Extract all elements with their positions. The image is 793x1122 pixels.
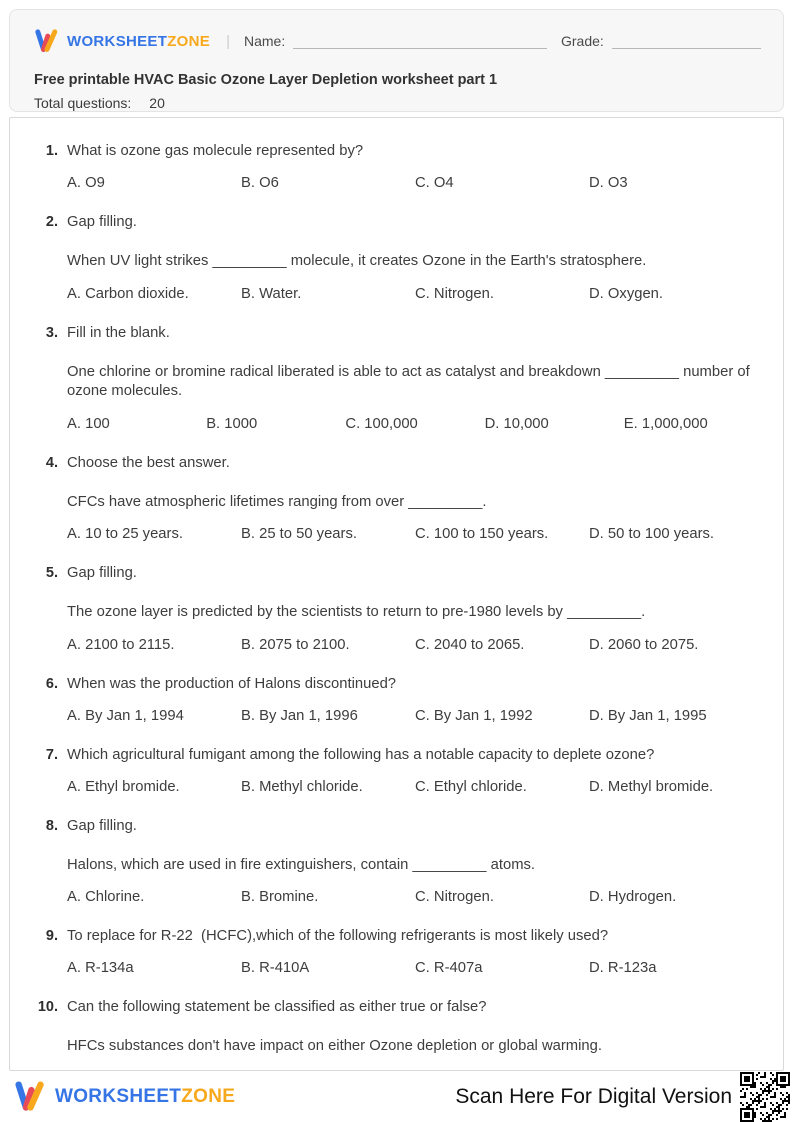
answer-option[interactable]: C. 100,000: [345, 415, 418, 432]
question-number: 8.: [45, 817, 58, 834]
qr-code: [740, 1072, 790, 1122]
answer-option[interactable]: D. 2060 to 2075.: [589, 636, 699, 653]
question-number: 4.: [45, 454, 58, 471]
question-body: Halons, which are used in fire extinguishers, contain _________ atoms.: [67, 856, 536, 873]
total-questions-row: [34, 95, 761, 111]
grade-label: Grade:: [561, 33, 604, 49]
answer-option[interactable]: C. R-407a: [415, 960, 483, 976]
question-head: [32, 142, 763, 161]
answer-options: [67, 285, 763, 304]
brand-word-worksheet: WORKSHEET: [67, 32, 168, 50]
question-body: The ozone layer is predicted by the scientists to return to pre-1980 levels by _________.: [67, 604, 646, 620]
answer-option[interactable]: B. 1000: [206, 415, 258, 432]
answer-option[interactable]: C. Nitrogen.: [415, 889, 494, 905]
name-blank-line[interactable]: [293, 34, 547, 49]
question-title: Gap filling.: [67, 565, 137, 581]
answer-option[interactable]: B. 25 to 50 years.: [241, 526, 357, 542]
answer-options: [67, 636, 763, 655]
answer-option[interactable]: C. By Jan 1, 1992: [415, 707, 533, 724]
question-head: [32, 746, 763, 765]
brand-wordmark: [67, 33, 210, 50]
grade-blank-line[interactable]: [612, 34, 761, 49]
header-card: [9, 9, 784, 112]
question-number: 1.: [45, 143, 58, 159]
question-head: [32, 927, 763, 946]
brand-word-zone: ZONE: [181, 1085, 236, 1107]
answer-options: [67, 707, 763, 726]
answer-option[interactable]: A. Chlorine.: [67, 889, 145, 905]
answer-option[interactable]: D. Methyl bromide.: [589, 778, 714, 795]
answer-options: [67, 959, 763, 978]
answer-option[interactable]: E. 1,000,000: [623, 415, 708, 432]
question-body: CFCs have atmospheric lifetimes ranging from over _________.: [67, 493, 487, 510]
footer: [0, 1071, 793, 1122]
answer-option[interactable]: C. Ethyl chloride.: [415, 778, 527, 795]
question-body: When UV light strikes _________ molecule, it creates Ozone in the Earth's stratosphere.: [67, 253, 647, 269]
answer-option[interactable]: A. R-134a: [67, 960, 134, 976]
question-head: [32, 998, 763, 1017]
question-number: 9.: [45, 928, 58, 944]
answer-option[interactable]: D. By Jan 1, 1995: [589, 707, 707, 724]
question-head: [32, 454, 763, 473]
question-title: Choose the best answer.: [67, 454, 230, 471]
question-3: [32, 324, 763, 434]
question-title: Which agricultural fumigant among the following has a notable capacity to deplete ozone?: [67, 746, 655, 763]
header-divider: |: [226, 32, 230, 50]
answer-option[interactable]: D. Hydrogen.: [589, 889, 677, 905]
answer-option[interactable]: A. Carbon dioxide.: [67, 285, 189, 302]
answer-option[interactable]: A. 2100 to 2115.: [67, 636, 175, 653]
answer-options: [67, 174, 763, 193]
question-head: [32, 675, 763, 694]
question-number: 5.: [45, 565, 58, 581]
answer-option[interactable]: A. O9: [67, 175, 105, 191]
question-head: [32, 213, 763, 232]
question-title: What is ozone gas molecule represented by?: [67, 143, 364, 159]
question-title: Can the following statement be classified as either true or false?: [67, 999, 487, 1015]
question-number: 10.: [37, 999, 58, 1015]
answer-option[interactable]: C. 2040 to 2065.: [415, 636, 525, 653]
question-number: 3.: [45, 324, 58, 341]
questions-box: [9, 117, 784, 1071]
question-2: [32, 213, 763, 304]
brand-word-worksheet: WORKSHEET: [55, 1085, 182, 1107]
question-title: Gap filling.: [67, 214, 137, 230]
answer-option[interactable]: B. Methyl chloride.: [241, 778, 363, 795]
question-body: One chlorine or bromine radical liberated is able to act as catalyst and breakdown _________ number of ozone molecules.: [67, 363, 750, 399]
questions-list: [32, 142, 763, 1057]
answer-option[interactable]: B. O6: [241, 175, 279, 191]
answer-option[interactable]: B. 2075 to 2100.: [241, 636, 350, 653]
answer-options: [67, 888, 763, 907]
worksheetzone-logo: [34, 29, 210, 53]
question-head: [32, 324, 763, 343]
answer-option[interactable]: B. R-410A: [241, 960, 310, 976]
answer-option[interactable]: C. Nitrogen.: [415, 285, 494, 302]
question-5: [32, 564, 763, 655]
answer-option[interactable]: D. O3: [589, 175, 628, 191]
question-10: [32, 998, 763, 1057]
worksheetzone-logo-icon: [34, 29, 60, 53]
answer-option[interactable]: B. Water.: [241, 285, 302, 302]
answer-option[interactable]: C. 100 to 150 years.: [415, 526, 549, 542]
answer-option[interactable]: D. 50 to 100 years.: [589, 526, 715, 542]
answer-options: [67, 415, 763, 434]
total-questions-value: 20: [149, 95, 165, 111]
answer-option[interactable]: A. By Jan 1, 1994: [67, 707, 184, 724]
brand-word-zone: ZONE: [167, 32, 211, 50]
question-4: [32, 454, 763, 545]
question-title: Fill in the blank.: [67, 324, 170, 341]
question-number: 6.: [45, 675, 58, 692]
question-head: [32, 564, 763, 583]
question-9: [32, 927, 763, 978]
question-7: [32, 746, 763, 797]
answer-option[interactable]: A. 10 to 25 years.: [67, 526, 183, 542]
answer-option[interactable]: B. Bromine.: [241, 889, 319, 905]
question-title: Gap filling.: [67, 817, 137, 834]
header-brand-row: [34, 28, 761, 54]
question-8: [32, 817, 763, 908]
question-1: [32, 142, 763, 193]
answer-option[interactable]: C. O4: [415, 175, 454, 191]
scan-here-text: Scan Here For Digital Version: [455, 1084, 732, 1108]
total-questions-label: Total questions:: [34, 95, 132, 111]
answer-options: [67, 778, 763, 797]
question-body: HFCs substances don't have impact on either Ozone depletion or global warming.: [67, 1038, 602, 1054]
question-number: 2.: [45, 214, 58, 230]
answer-option[interactable]: A. 100: [67, 415, 110, 432]
name-label: Name:: [243, 33, 286, 49]
answer-options: [67, 525, 763, 544]
footer-worksheetzone-logo: [14, 1081, 235, 1112]
worksheetzone-logo-icon: [14, 1081, 47, 1112]
answer-option[interactable]: A. Ethyl bromide.: [67, 778, 180, 795]
question-title: When was the production of Halons discontinued?: [67, 675, 397, 692]
question-6: [32, 675, 763, 726]
answer-option[interactable]: D. Oxygen.: [589, 285, 664, 302]
question-title: To replace for R-22 (HCFC),which of the following refrigerants is most likely used?: [67, 928, 609, 944]
worksheet-title: Free printable HVAC Basic Ozone Layer Depletion worksheet part 1: [34, 72, 498, 88]
answer-option[interactable]: D. R-123a: [589, 960, 657, 976]
footer-brand-wordmark: [55, 1086, 235, 1108]
question-head: [32, 817, 763, 836]
answer-option[interactable]: B. By Jan 1, 1996: [241, 707, 358, 724]
question-number: 7.: [45, 746, 58, 763]
answer-option[interactable]: D. 10,000: [484, 415, 549, 432]
